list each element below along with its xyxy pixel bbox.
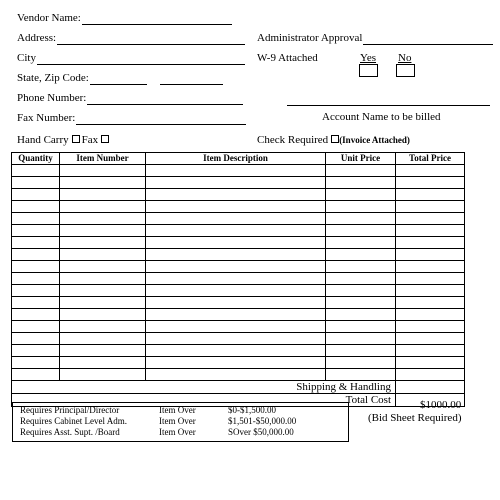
w9-label: W-9 Attached [257,52,318,64]
table-cell[interactable] [396,321,465,333]
requirement-item: Item Over [159,427,196,437]
table-cell[interactable] [60,345,146,357]
table-row [12,261,465,273]
total-price-header: Total Price [396,153,465,165]
table-cell[interactable] [60,369,146,381]
table-cell[interactable] [146,357,326,369]
table-row [12,297,465,309]
table-row [12,309,465,321]
requirement-label: Requires Asst. Supt. /Board [20,427,120,437]
table-cell[interactable] [396,237,465,249]
table-cell[interactable] [12,297,60,309]
unit-price-header: Unit Price [326,153,396,165]
check-required-label: Check Required [257,134,329,146]
table-cell[interactable] [60,261,146,273]
table-cell[interactable] [12,165,60,177]
table-cell[interactable] [12,237,60,249]
table-cell[interactable] [12,225,60,237]
table-cell[interactable] [146,237,326,249]
table-cell[interactable] [146,273,326,285]
table-cell[interactable] [396,333,465,345]
table-cell[interactable] [396,357,465,369]
table-cell[interactable] [12,309,60,321]
phone-label: Phone Number: [17,92,87,104]
account-name-line[interactable] [287,95,490,106]
shipping-value-cell[interactable] [396,381,465,394]
table-cell[interactable] [60,297,146,309]
table-row [12,165,465,177]
table-cell[interactable] [60,165,146,177]
requirement-item: Item Over [159,416,196,426]
table-cell[interactable] [12,333,60,345]
table-cell[interactable] [326,177,396,189]
table-cell[interactable] [146,189,326,201]
address-field[interactable] [17,32,245,45]
table-cell[interactable] [326,321,396,333]
admin-approval-label: Administrator Approval [257,32,363,44]
table-cell[interactable] [12,321,60,333]
table-cell[interactable] [396,261,465,273]
bid-note: (Bid Sheet Required) [368,412,462,424]
table-row [12,357,465,369]
table-cell[interactable] [60,189,146,201]
shipping-row [12,381,465,394]
table-row [12,249,465,261]
check-required-checkbox[interactable] [331,135,339,143]
city-field[interactable] [17,52,245,65]
table-cell[interactable] [12,249,60,261]
table-row [12,333,465,345]
table-cell[interactable] [12,273,60,285]
table-cell[interactable] [396,201,465,213]
table-row [12,201,465,213]
w9-no-checkbox[interactable] [396,64,415,77]
table-cell[interactable] [146,225,326,237]
table-cell[interactable] [326,297,396,309]
table-cell[interactable] [396,273,465,285]
table-cell[interactable] [396,177,465,189]
city-label: City [17,52,36,64]
table-cell[interactable] [326,237,396,249]
admin-approval-line[interactable] [363,32,493,45]
state-zip-label: State, Zip Code: [17,72,89,84]
items-table [11,152,465,407]
table-cell[interactable] [60,237,146,249]
table-row [12,321,465,333]
w9-no-label: No [398,52,412,64]
table-cell[interactable] [60,357,146,369]
table-cell[interactable] [60,225,146,237]
table-row [12,285,465,297]
fax-field[interactable] [17,112,246,125]
table-cell[interactable] [146,177,326,189]
requirement-range: SOver $50,000.00 [228,427,294,437]
total-cost-label: Total Cost [12,394,396,407]
fax-label: Fax Number: [17,112,76,124]
table-cell[interactable] [146,345,326,357]
table-cell[interactable] [146,201,326,213]
check-required-field [257,134,410,147]
table-cell[interactable] [60,321,146,333]
table-cell[interactable] [12,177,60,189]
table-cell[interactable] [396,249,465,261]
requirement-item: Item Over [159,405,196,415]
items-table-body [12,165,465,407]
table-cell[interactable] [146,369,326,381]
table-cell[interactable] [396,345,465,357]
phone-line[interactable] [87,92,243,105]
table-cell[interactable] [12,285,60,297]
account-name-label: Account Name to be billed [322,111,441,123]
table-cell[interactable] [146,321,326,333]
bid-amount: $1000.00 [420,399,462,411]
table-cell[interactable] [396,165,465,177]
table-cell[interactable] [60,213,146,225]
table-row [12,225,465,237]
address-label: Address: [17,32,57,44]
table-header-row [12,153,465,165]
table-cell[interactable] [12,369,60,381]
table-cell[interactable] [396,309,465,321]
table-cell[interactable] [12,261,60,273]
table-cell[interactable] [326,345,396,357]
table-cell[interactable] [146,297,326,309]
table-cell[interactable] [396,189,465,201]
table-cell[interactable] [146,165,326,177]
table-cell[interactable] [326,261,396,273]
table-cell[interactable] [146,249,326,261]
requirement-label: Requires Principal/Director [20,405,120,415]
table-cell[interactable] [326,333,396,345]
table-cell[interactable] [60,309,146,321]
zip-line[interactable] [160,72,223,85]
table-cell[interactable] [60,201,146,213]
table-row [12,177,465,189]
table-cell[interactable] [12,345,60,357]
table-cell[interactable] [12,201,60,213]
delivery-options [17,134,111,147]
table-row [12,369,465,381]
fax-option-label: Fax [81,134,99,146]
table-cell[interactable] [326,201,396,213]
table-cell[interactable] [146,213,326,225]
hand-carry-label: Hand Carry [17,134,69,146]
table-cell[interactable] [60,333,146,345]
hand-carry-checkbox[interactable] [72,135,80,143]
table-cell[interactable] [326,249,396,261]
table-cell[interactable] [12,357,60,369]
table-row [12,273,465,285]
table-cell[interactable] [146,309,326,321]
table-cell[interactable] [60,273,146,285]
table-cell[interactable] [326,165,396,177]
table-cell[interactable] [326,285,396,297]
table-cell[interactable] [326,213,396,225]
shipping-label: Shipping & Handling [12,381,396,394]
table-cell[interactable] [12,213,60,225]
table-cell[interactable] [326,189,396,201]
table-cell[interactable] [396,225,465,237]
requirement-label: Requires Cabinet Level Adm. [20,416,127,426]
table-cell[interactable] [146,261,326,273]
fax-line[interactable] [76,112,246,125]
table-row [12,189,465,201]
vendor-name-label: Vendor Name: [17,12,81,24]
w9-yes-label: Yes [360,52,377,64]
table-cell[interactable] [396,213,465,225]
admin-approval-field[interactable] [257,32,493,45]
state-zip-field[interactable] [17,72,223,85]
table-cell[interactable] [60,177,146,189]
table-cell[interactable] [396,285,465,297]
table-cell[interactable] [60,249,146,261]
table-cell[interactable] [326,369,396,381]
table-cell[interactable] [396,369,465,381]
address-line[interactable] [57,32,245,45]
vendor-name-field[interactable] [17,12,232,25]
city-line[interactable] [37,52,245,65]
quantity-header: Quantity [12,153,60,165]
requirement-range: $1,501-$50,000.00 [228,416,297,426]
table-row [12,345,465,357]
table-row [12,213,465,225]
table-cell[interactable] [326,273,396,285]
table-cell[interactable] [396,297,465,309]
table-cell[interactable] [12,189,60,201]
requirement-range: $0-$1,500.00 [228,405,276,415]
w9-yes-checkbox[interactable] [359,64,378,77]
item-number-header: Item Number [60,153,146,165]
table-row [12,237,465,249]
table-cell[interactable] [146,285,326,297]
table-cell[interactable] [146,333,326,345]
phone-field[interactable] [17,92,243,105]
table-cell[interactable] [326,309,396,321]
fax-checkbox[interactable] [101,135,109,143]
table-cell[interactable] [326,357,396,369]
vendor-name-line[interactable] [82,12,232,25]
approval-requirements-box [12,402,349,442]
item-description-header: Item Description [146,153,326,165]
state-line[interactable] [90,72,147,85]
table-cell[interactable] [60,285,146,297]
table-cell[interactable] [326,225,396,237]
invoice-attached-label: (Invoice Attached) [339,135,410,145]
